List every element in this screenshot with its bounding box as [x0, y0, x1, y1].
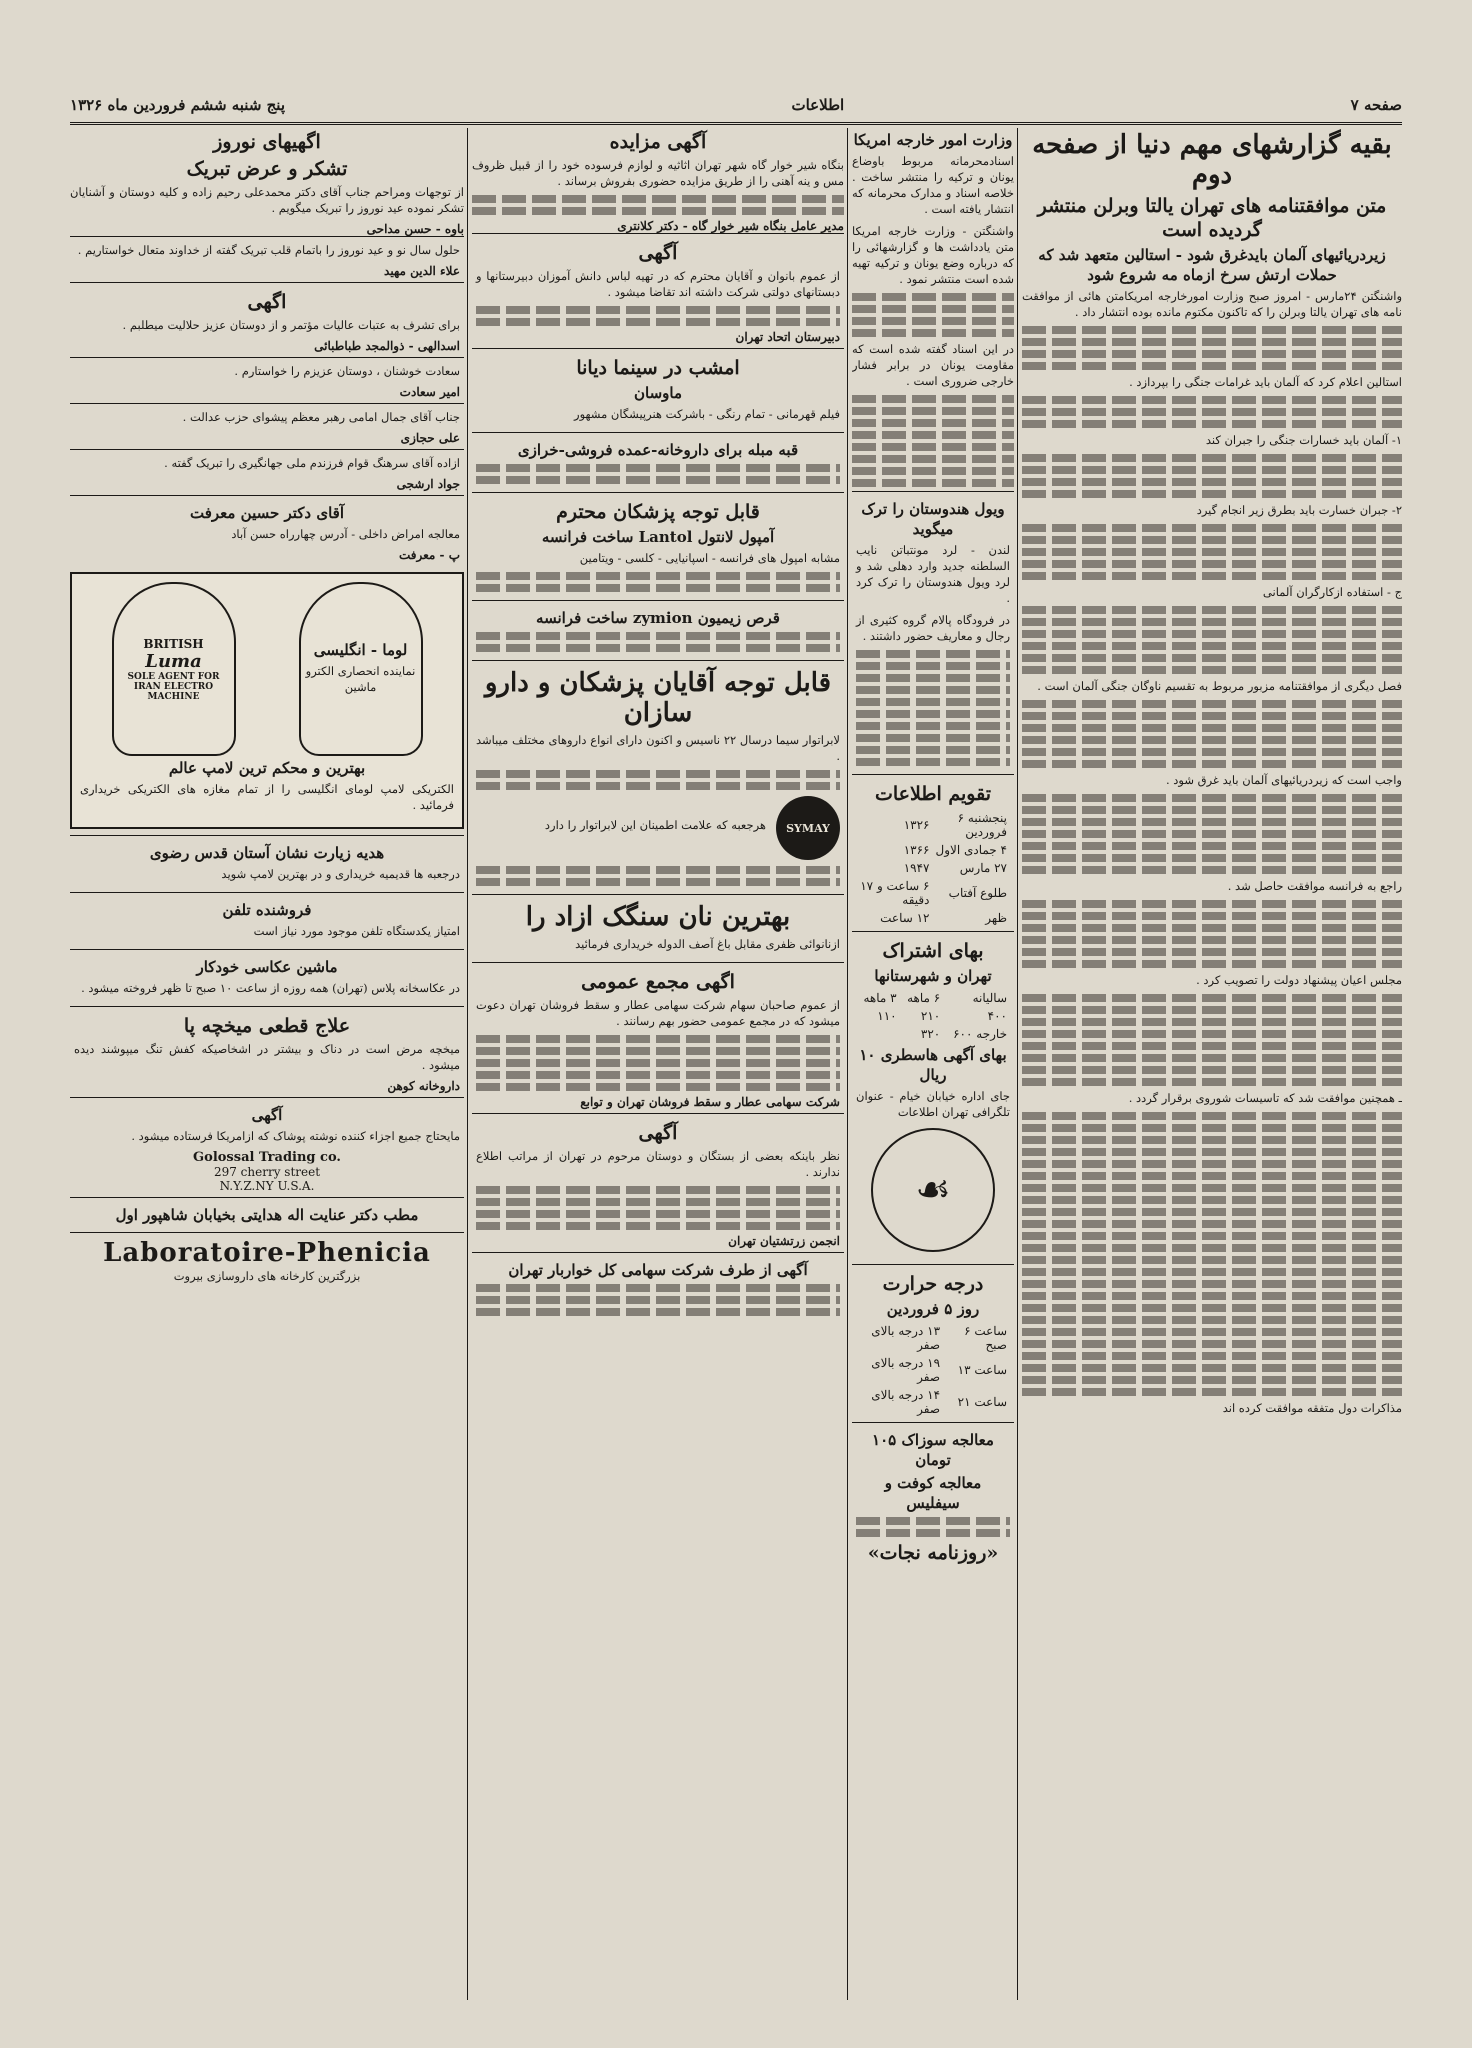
ad-title: فروشنده تلفن: [222, 901, 312, 919]
ad-body: جناب آقای جمال امامی رهبر معظم پیشوای حزب عدالت .: [182, 410, 460, 424]
calendar-row: طلوع آفتاب ۶ ساعت و ۱۷ دقیقه: [860, 879, 1007, 907]
ad-title: علاج قطعی میخچه پا: [183, 1015, 351, 1037]
column-rule: [847, 128, 848, 2000]
article-paragraph: اسنادمحرمانه مربوط باوضاع یونان و ترکیه را منتشر ساخت . خلاصه اسناد و مدارک محرمانه که انتشار یافته است .: [852, 154, 1014, 216]
temperature-title: درجه حرارت: [882, 1273, 984, 1295]
ad-title: قابل توجه آقایان پزشکان و دارو سازان: [484, 668, 832, 728]
ad-subtitle: ماوسان: [633, 384, 682, 402]
masthead: [70, 88, 1402, 125]
calendar-table: [856, 809, 1010, 927]
subscription-subtitle: تهران و شهرستانها: [874, 967, 992, 985]
article-paragraph: ۱- آلمان باید خسارات جنگی را جبران کند: [1205, 433, 1402, 447]
news-column-2: [852, 128, 1014, 2000]
ad-title: قرص زیمیون zymion ساخت فرانسه: [536, 609, 780, 627]
column-rule: [467, 128, 468, 2000]
ad-signature: اسدالهی - ذوالمجد طباطبائی: [314, 339, 460, 353]
ad-signature: مدیر عامل بنگاه شیر خوار گاه - دکتر کلانتری: [617, 219, 844, 233]
ad-signature: علی حجازی: [400, 431, 460, 445]
ad-title: بهترین نان سنگک ازاد را: [525, 902, 791, 932]
ad-body: هرجعبه که علامت اطمینان این لابراتوار را دارد: [544, 818, 766, 832]
sub-headline: متن موافقتنامه های تهران یالتا وبرلن منتشر گردیده است: [1037, 195, 1387, 241]
ad-body: سعادت خوشنان ، دوستان عزیزم را خواستارم .: [234, 364, 460, 378]
calendar-row: پنجشنبه ۶ فروردین ۱۳۲۶: [903, 811, 1007, 839]
article-paragraph: مجلس اعیان پیشنهاد دولت را تصویب کرد .: [1196, 973, 1402, 987]
page-number: صفحه ۷: [1350, 96, 1402, 114]
ad-body: از عموم صاحبان سهام شرکت سهامی عطار و سقط فروشان تهران دعوت میشود که در مجمع عمومی حضور بهم رسانند .: [476, 998, 840, 1028]
ad-title: هدیه زیارت نشان آستان قدس رضوی: [149, 844, 385, 862]
sub-headline: زیردریائیهای آلمان بایدغرق شود - استالین متعهد شد که حملات ارتش سرخ ازماه مه شروع شود: [1038, 246, 1386, 284]
article-paragraph: واجب است که زیردریائیهای آلمان باید غرق شود .: [1166, 773, 1402, 787]
subscription-row: ۴۰۰ ۲۱۰ ۱۱۰: [877, 1009, 1007, 1023]
company-city: N.Y.Z.NY U.S.A.: [219, 1179, 315, 1193]
ad-body: حلول سال نو و عید نوروز را باتمام قلب تبریک گفته از خداوند متعال خواستاریم .: [77, 243, 460, 257]
column-rule: [1017, 128, 1018, 2000]
article-headline: وزارت امور خارجه امریکا: [853, 131, 1013, 149]
paper-name: اطلاعات: [791, 96, 845, 114]
subscription-row: خارجه ۶۰۰ ۳۲۰: [920, 1027, 1007, 1041]
calendar-row: ظهر ۱۲ ساعت: [880, 911, 1007, 925]
calendar-box: [852, 774, 1014, 931]
issue-date: پنج شنبه ششم فروردین ماه ۱۳۲۶: [70, 96, 286, 114]
ad-title: تشکر و عرض تبریک: [186, 158, 348, 180]
calendar-title: تقویم اطلاعات: [874, 783, 991, 805]
ads-column-4: [70, 128, 464, 2000]
calendar-row: ۴ جمادی الاول ۱۳۶۶: [903, 843, 1007, 857]
ad-body: مایحتاج جمیع اجزاء کننده نوشته پوشاک که ازامریکا فرستاده میشود .: [131, 1129, 460, 1143]
article-paragraph: در فرودگاه پالام گروه کثیری از رجال و معاریف حضور داشتند .: [856, 613, 1010, 643]
ad-signature: شرکت سهامی عطار و سقط فروشان تهران و توابع: [580, 1095, 840, 1109]
temperature-row: ساعت ۶ صبح ۱۳ درجه بالای صفر: [871, 1324, 1007, 1352]
office-address: جای اداره خیابان خیام - عنوان تلگرافی تهران اطلاعات: [856, 1089, 1010, 1119]
temperature-box: [852, 1264, 1014, 1422]
article-paragraph: مذاکرات دول متفقه موافقت کرده اند: [1222, 1401, 1402, 1415]
ad-body: فیلم قهرمانی - تمام رنگی - باشرکت هنرپیشگان مشهور: [574, 407, 840, 421]
ad-body: میخچه مرض است در دناک و بیشتر در اشخاصیکه کفش تنگ میپوشند دیده میشود .: [74, 1042, 460, 1072]
temperature-row: ساعت ۲۱ ۱۴ درجه بالای صفر: [871, 1388, 1007, 1416]
calendar-row: ۲۷ مارس ۱۹۴۷: [903, 861, 1007, 875]
ad-body: ازنانوائی ظفری مقابل باغ آصف الدوله خریداری فرمائید: [575, 937, 840, 951]
ad-body: درجعبه ها قدیمیه خریداری و در بهترین لامپ شوید: [221, 867, 460, 881]
clinic-ad-title: معالجه کوفت و سیفلیس: [884, 1474, 982, 1512]
company-street: 297 cherry street: [213, 1165, 321, 1179]
ad-title: امشب در سینما دیانا: [576, 357, 740, 379]
article-paragraph: در این اسناد گفته شده است که مقاومت یونان در برابر فشار خارجی ضروری است .: [852, 342, 1014, 388]
ad-signature: پ - معرفت: [399, 548, 460, 562]
phenicia-ad-title: Laboratoire-Phenicia: [103, 1238, 431, 1268]
subscription-row: سالیانه ۶ ماهه ۳ ماهه: [863, 991, 1007, 1005]
press-credit: «روزنامه نجات»: [867, 1542, 999, 1564]
ad-title: اگهی: [247, 291, 287, 313]
ad-signature: جواد ارشجی: [396, 477, 460, 491]
article-paragraph: ۲- جبران خسارت باید بطرق زیر انجام گیرد: [1196, 503, 1402, 517]
ad-title: آگهی: [638, 242, 678, 264]
ad-title: ماشین عکاسی خودکار: [196, 958, 338, 976]
luma-lamp-ad: [70, 572, 464, 829]
ad-body: برای تشرف به عتبات عالیات مؤتمر و از دوستان عزیز حلالیت میطلبم .: [122, 318, 460, 332]
article-paragraph: فصل دیگری از موافقتنامه مزبور مربوط به تقسیم ناوگان جنگی آلمان است .: [1037, 679, 1402, 693]
ad-body: بنگاه شیر خوار گاه شهر تهران اثاثیه و لوازم فرسوده خود را از قبیل ظروف مس و ینه آهنی را از طریق مزایده حضوری بفروش برساند .: [472, 158, 844, 188]
ad-body: امتیاز یکدستگاه تلفن موجود مورد نیاز است: [253, 924, 460, 938]
ad-body: مشابه امپول های فرانسه - اسپانیایی - کلسی - ویتامین: [579, 551, 840, 565]
ad-signature: امیر سعادت: [399, 385, 460, 399]
symay-logo: SYMAY: [776, 796, 840, 860]
ad-title: آگهی از طرف شرکت سهامی کل خواربار تهران: [508, 1261, 808, 1279]
ad-title: آقای دکتر حسین معرفت: [190, 504, 344, 522]
ad-body: نظر باینکه بعضی از بستگان و دوستان مرحوم در تهران از مراتب اطلاع ندارند .: [476, 1149, 840, 1179]
subscription-box: [852, 931, 1014, 1264]
article-paragraph: استالین اعلام کرد که آلمان باید غرامات جنگی را بپردازد .: [1129, 375, 1402, 389]
ads-column-3: [472, 128, 844, 2000]
ad-subtitle: آمپول لانتول Lantol ساخت فرانسه: [541, 528, 775, 546]
ad-title: آگهی مزایده: [609, 131, 707, 153]
article-paragraph: واشنگتن - وزارت خارجه امریکا متن یادداشت ها و گزارشهائی را که درباره وضع یونان و ترکیه تهیه شده است منتشر نمود .: [852, 224, 1014, 286]
ad-body: معالجه امراض داخلی - آدرس چهارراه حسن آباد: [231, 527, 460, 541]
ad-signature: باوه - حسن مداحی: [366, 222, 464, 236]
section-title: اگهیهای نوروز: [213, 131, 321, 153]
ad-title: آگهی: [638, 1122, 678, 1144]
ad-signature: دبیرستان اتحاد تهران: [735, 330, 840, 344]
ad-title: قابل توجه پزشکان محترم: [556, 501, 760, 523]
lamp-bulb-icon: لوما - انگلیسی نماینده انحصاری الکترو ماشین: [299, 582, 423, 756]
article-paragraph: واشنگتن ۲۴مارس - امروز صبح وزارت امورخارجه امریکامتن هائی از موافقت نامه های تهران یالتا وبرلن را که تاکنون مکتوم مانده بوده انتشار داد .: [1022, 289, 1402, 319]
ad-body: از توجهات ومراحم جناب آقای دکتر محمدعلی رحیم زاده و کلیه دوستان و آشنایان تشکر نموده عید نوروز را تبریک میگویم .: [70, 185, 464, 215]
news-column-1: [1022, 128, 1402, 2000]
ad-signature: علاء الدین مهید: [384, 264, 460, 278]
ad-signature: انجمن زرتشتیان تهران: [728, 1234, 840, 1248]
temperature-table: [856, 1322, 1010, 1418]
ad-body: بزرگترین کارخانه های داروسازی بیروت: [173, 1269, 361, 1283]
article-paragraph: ـ همچنین موافقت شد که تاسیسات شوروی برقرار گردد .: [1128, 1091, 1402, 1105]
ad-body: ازاده آقای سرهنگ قوام فرزندم ملی جهانگیری را تبریک گفته .: [164, 456, 460, 470]
newspaper-emblem-icon: ☙: [871, 1128, 995, 1252]
ad-body: از عموم بانوان و آقایان محترم که در تهیه لباس دانش آموزان دبیرستانها و دبستانهای دولتی شرکت داشته اند تقاضا میشود .: [476, 269, 840, 299]
temperature-subtitle: روز ۵ فروردین: [886, 1300, 980, 1318]
subscription-title: بهای اشتراک: [882, 940, 984, 962]
ad-body: در عکاسخانه پلاس (تهران) همه روزه از ساعت ۱۰ صبح تا ظهر فروخته میشود .: [81, 981, 460, 995]
ad-title: آگهی: [251, 1106, 283, 1124]
article-paragraph: ج - استفاده ازکارگران آلمانی: [1262, 585, 1402, 599]
temperature-row: ساعت ۱۳ ۱۹ درجه بالای صفر: [871, 1356, 1007, 1384]
main-headline: بقیه گزارشهای مهم دنیا از صفحه دوم: [1032, 130, 1392, 190]
ad-title: قبه مبله برای داروخانه-عمده فروشی-خرازی: [517, 441, 799, 459]
subscription-table: [856, 989, 1010, 1043]
ad-body: لابراتوار سیما درسال ۲۲ ناسیس و اکنون دارای انواع داروهای مختلف میباشد .: [476, 733, 840, 763]
clinic-ad-title: معالجه سوزاک ۱۰۵ تومان: [872, 1431, 994, 1469]
lamp-bulb-icon: BRITISH Luma SOLE AGENT FOR IRAN ELECTRO MACHINE: [112, 582, 236, 756]
company-name: Golossal Trading co.: [193, 1150, 341, 1165]
lamp-slogan: بهترین و محکم ترین لامپ عالم: [168, 759, 366, 777]
ad-title: اگهی مجمع عمومی: [581, 971, 735, 993]
ad-rate: بهای آگهی هاسطری ۱۰ ریال: [859, 1046, 1007, 1084]
ad-signature: داروخانه کوهن: [387, 1079, 460, 1093]
article-headline: ویول هندوستان را ترک میگوید: [861, 500, 1005, 538]
ad-body: الکتریکی لامپ لومای انگلیسی را از تمام مغازه های الکتریکی خریداری فرمائید .: [80, 782, 454, 812]
ad-title: مطب دکتر عنایت اله هدایتی بخیابان شاهپور اول: [115, 1206, 419, 1224]
article-paragraph: راجع به فرانسه موافقت حاصل شد .: [1227, 879, 1402, 893]
article-paragraph: لندن - لرد مونتباتن نایب السلطنه جدید وارد دهلی شد و لرد ویول هندوستان را ترک کرد .: [856, 543, 1010, 605]
